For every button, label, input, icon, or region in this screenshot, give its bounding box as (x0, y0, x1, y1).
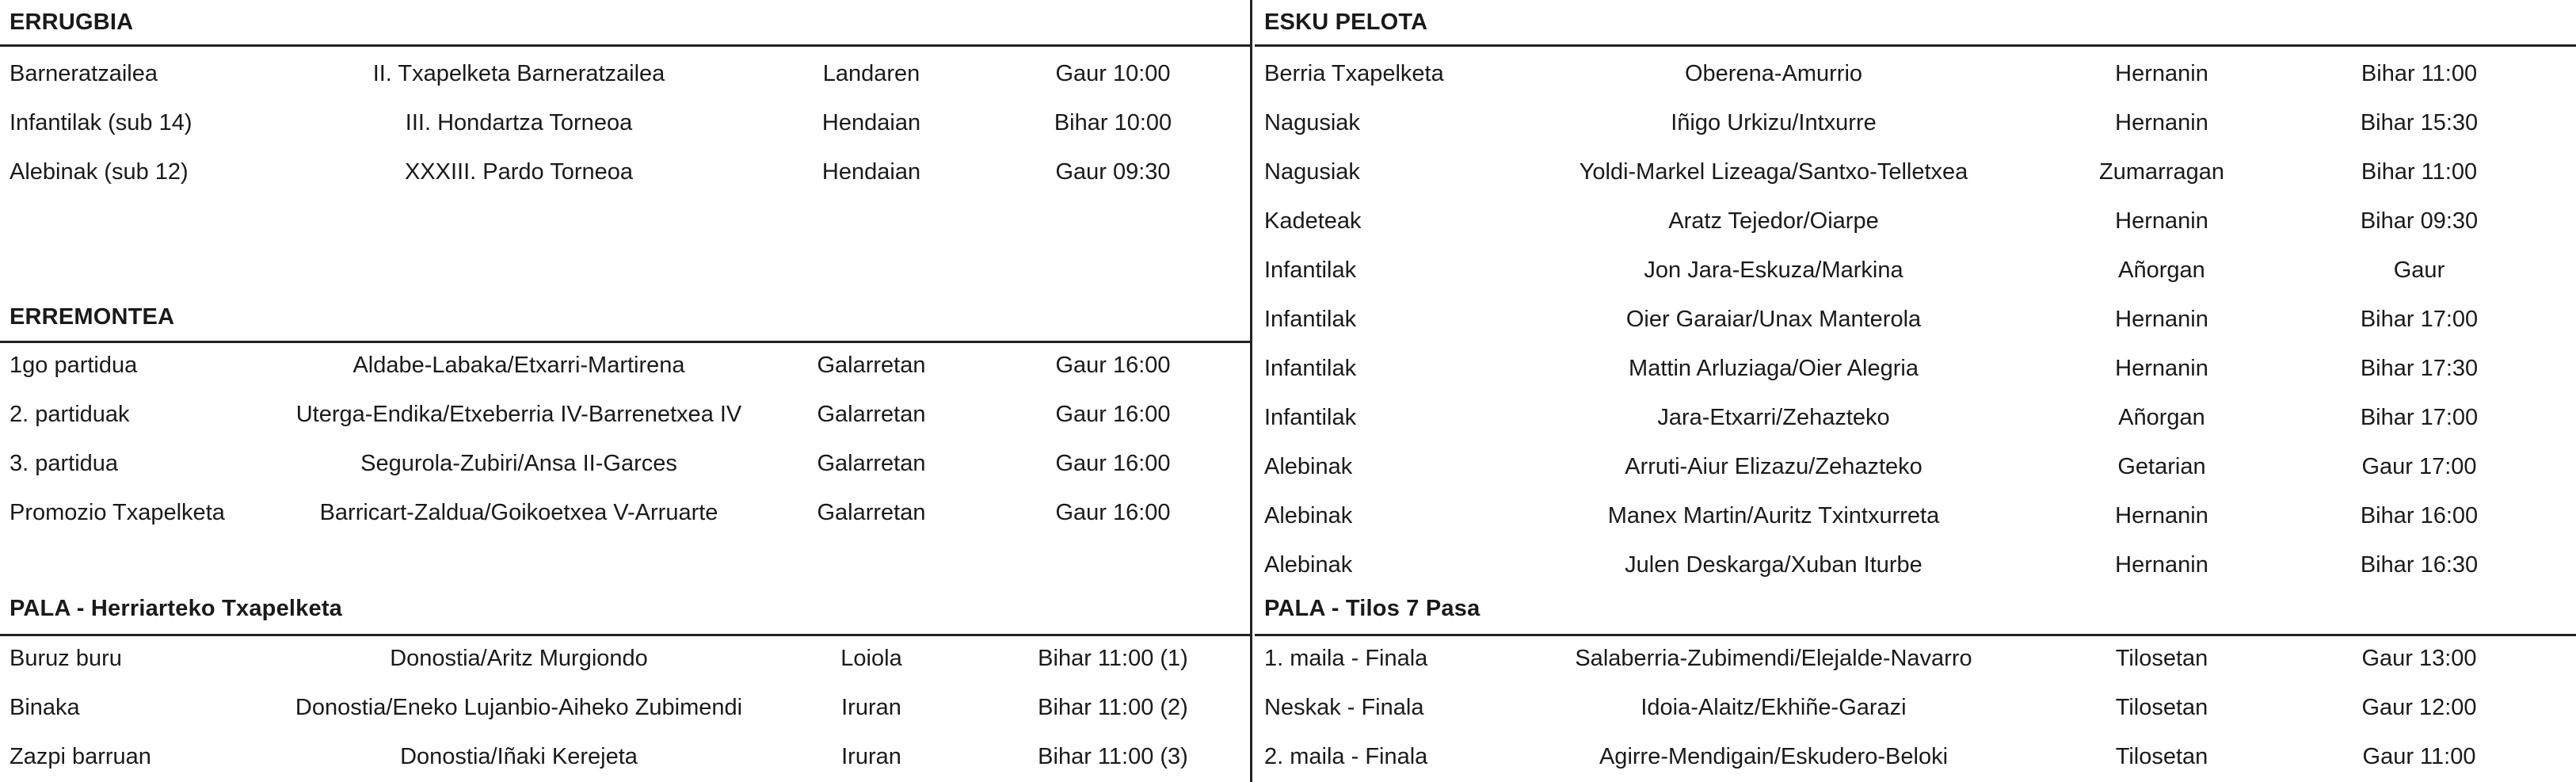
cell-time: Bihar 11:00 (2361, 159, 2478, 185)
cell-event: Jara-Etxarri/Zehazteko (1657, 405, 1890, 430)
cell-event: II. Txapelketa Barneratzailea (372, 61, 665, 86)
table-row (0, 488, 1250, 537)
table-row (1255, 442, 2576, 491)
cell-place: Galarretan (817, 402, 926, 427)
cell-event: Barricart-Zaldua/Goikoetxea V-Arruarte (319, 500, 718, 525)
table-row (1255, 196, 2576, 246)
cell-time: Gaur 09:30 (1055, 159, 1171, 185)
cell-event: Aratz Tejedor/Oiarpe (1668, 208, 1879, 234)
cell-place: Hernanin (2115, 552, 2208, 578)
cell-place: Galarretan (817, 353, 926, 378)
cell-category: 1go partidua (10, 353, 138, 378)
table-row (1255, 344, 2576, 393)
cell-place: Tilosetan (2115, 744, 2208, 769)
cell-place: Getarian (2117, 454, 2206, 479)
table-row (1255, 246, 2576, 295)
table-row (0, 439, 1250, 488)
right-column (1255, 0, 2576, 782)
cell-event: Jon Jara-Eskuza/Markina (1644, 257, 1903, 283)
cell-category: Infantilak (1264, 307, 1357, 332)
cell-time: Bihar 15:30 (2360, 110, 2479, 135)
table-row (0, 634, 1250, 683)
cell-category: 2. partiduak (10, 402, 130, 427)
cell-place: Galarretan (817, 451, 926, 476)
cell-event: Yoldi-Markel Lizeaga/Santxo-Telletxea (1579, 159, 1968, 185)
cell-time: Gaur 16:00 (1055, 402, 1171, 427)
table-row (0, 683, 1250, 732)
cell-category: Binaka (10, 695, 80, 720)
cell-place: Tilosetan (2115, 646, 2208, 671)
cell-event: Oberena-Amurrio (1684, 61, 1863, 86)
table-row (1255, 98, 2576, 147)
cell-time: Gaur 11:00 (2362, 744, 2476, 769)
cell-place: Añorgan (2118, 257, 2205, 283)
table-row (1255, 295, 2576, 344)
cell-event: Donostia/Aritz Murgiondo (390, 646, 648, 671)
cell-category: Promozio Txapelketa (10, 500, 225, 525)
cell-category: Alebinak (1264, 454, 1353, 479)
table-row (1255, 732, 2576, 781)
cell-place: Landaren (822, 61, 920, 86)
cell-category: Alebinak (1264, 552, 1353, 578)
cell-place: Hendaian (821, 159, 921, 185)
errugbia-title: ERRUGBIA (10, 10, 134, 35)
cell-category: Berria Txapelketa (1264, 61, 1444, 86)
cell-time: Bihar 16:00 (2360, 503, 2479, 528)
cell-category: Buruz buru (10, 646, 122, 671)
cell-time: Gaur (2393, 257, 2445, 283)
cell-place: Galarretan (817, 500, 926, 525)
cell-event: Iñigo Urkizu/Intxurre (1671, 110, 1877, 135)
cell-time: Bihar 11:00 (3) (1038, 744, 1188, 769)
cell-place: Iruran (841, 744, 901, 769)
cell-time: Bihar 11:00 (2) (1038, 695, 1188, 720)
cell-time: Gaur 17:00 (2361, 454, 2477, 479)
cell-time: Gaur 16:00 (1055, 451, 1171, 476)
cell-event: Idoia-Alaitz/Ekhiñe-Garazi (1640, 695, 1907, 720)
cell-category: Nagusiak (1264, 110, 1360, 135)
cell-event: Manex Martin/Auritz Txintxurreta (1607, 503, 1940, 528)
cell-event: Oier Garaiar/Unax Manterola (1625, 307, 1922, 332)
cell-event: Salaberria-Zubimendi/Elejalde-Navarro (1575, 646, 1972, 671)
cell-category: Kadeteak (1264, 208, 1362, 234)
table-row (0, 98, 1250, 147)
cell-event: Mattin Arluziaga/Oier Alegria (1629, 356, 1919, 381)
table-row (1255, 393, 2576, 442)
cell-place: Zumarragan (2099, 159, 2224, 185)
cell-event: Uterga-Endika/Etxeberria IV-Barrenetxea IV (295, 402, 742, 427)
cell-time: Bihar 10:00 (1054, 110, 1172, 135)
cell-event: Segurola-Zubiri/Ansa II-Garces (360, 451, 677, 476)
cell-time: Gaur 10:00 (1055, 61, 1171, 86)
cell-place: Añorgan (2118, 405, 2205, 430)
cell-place: Hernanin (2115, 208, 2208, 234)
table-row (0, 49, 1250, 98)
cell-event: III. Hondartza Torneoa (405, 110, 633, 135)
cell-place: Hernanin (2115, 503, 2208, 528)
cell-category: Alebinak (1264, 503, 1353, 528)
cell-event: Arruti-Aiur Elizazu/Zehazteko (1625, 454, 1922, 479)
cell-place: Hernanin (2115, 61, 2208, 86)
cell-event: Aldabe-Labaka/Etxarri-Martirena (352, 353, 685, 378)
table-row (1255, 540, 2576, 589)
cell-category: 3. partidua (10, 451, 119, 476)
table-row (1255, 147, 2576, 196)
cell-event: Donostia/Eneko Lujanbio-Aiheko Zubimendi (295, 695, 743, 720)
cell-category: Nagusiak (1264, 159, 1360, 185)
errugbia-header-rule (0, 44, 1250, 47)
cell-time: Bihar 09:30 (2360, 208, 2479, 234)
cell-category: Infantilak (1264, 405, 1357, 430)
cell-event: XXXIII. Pardo Torneoa (404, 159, 634, 185)
cell-place: Hernanin (2115, 110, 2208, 135)
cell-time: Gaur 16:00 (1055, 500, 1171, 525)
cell-time: Bihar 17:00 (2360, 405, 2479, 430)
cell-time: Gaur 12:00 (2361, 695, 2477, 720)
pala-herriarteko-title: PALA - Herriarteko Txapelketa (10, 596, 342, 621)
pala-tilos-title: PALA - Tilos 7 Pasa (1264, 596, 1480, 621)
table-row (0, 390, 1250, 439)
erremontea-title: ERREMONTEA (10, 304, 175, 330)
left-column (0, 0, 1250, 782)
cell-time: Bihar 17:00 (2360, 307, 2479, 332)
cell-place: Hendaian (821, 110, 921, 135)
esku-pelota-header-rule (1255, 44, 2576, 47)
cell-place: Iruran (841, 695, 901, 720)
cell-time: Bihar 11:00 (1) (1038, 646, 1188, 671)
cell-category: Infantilak (1264, 356, 1357, 381)
cell-category: 2. maila - Finala (1264, 744, 1428, 769)
cell-category: Zazpi barruan (10, 744, 151, 769)
table-row (1255, 634, 2576, 683)
cell-time: Gaur 13:00 (2361, 646, 2477, 671)
cell-time: Bihar 11:00 (2361, 61, 2478, 86)
cell-time: Gaur 16:00 (1055, 353, 1171, 378)
cell-time: Bihar 16:30 (2360, 552, 2479, 578)
cell-event: Julen Deskarga/Xuban Iturbe (1625, 552, 1922, 578)
cell-category: Neskak - Finala (1264, 695, 1424, 720)
table-row (0, 732, 1250, 781)
cell-event: Agirre-Mendigain/Eskudero-Beloki (1599, 744, 1949, 769)
cell-place: Hernanin (2115, 307, 2208, 332)
table-row (0, 147, 1250, 196)
table-row (1255, 49, 2576, 98)
column-divider (1250, 0, 1252, 782)
esku-pelota-title: ESKU PELOTA (1264, 10, 1428, 35)
cell-category: Infantilak (1264, 257, 1357, 283)
cell-time: Bihar 17:30 (2360, 356, 2479, 381)
cell-category: Alebinak (sub 12) (10, 159, 189, 185)
cell-place: Hernanin (2115, 356, 2208, 381)
cell-place: Tilosetan (2115, 695, 2208, 720)
table-row (0, 341, 1250, 390)
cell-event: Donostia/Iñaki Kerejeta (400, 744, 638, 769)
cell-category: Infantilak (sub 14) (10, 110, 192, 135)
table-row (1255, 491, 2576, 540)
cell-category: Barneratzailea (10, 61, 158, 86)
cell-category: 1. maila - Finala (1264, 646, 1428, 671)
table-row (1255, 683, 2576, 732)
cell-place: Loiola (840, 646, 902, 671)
